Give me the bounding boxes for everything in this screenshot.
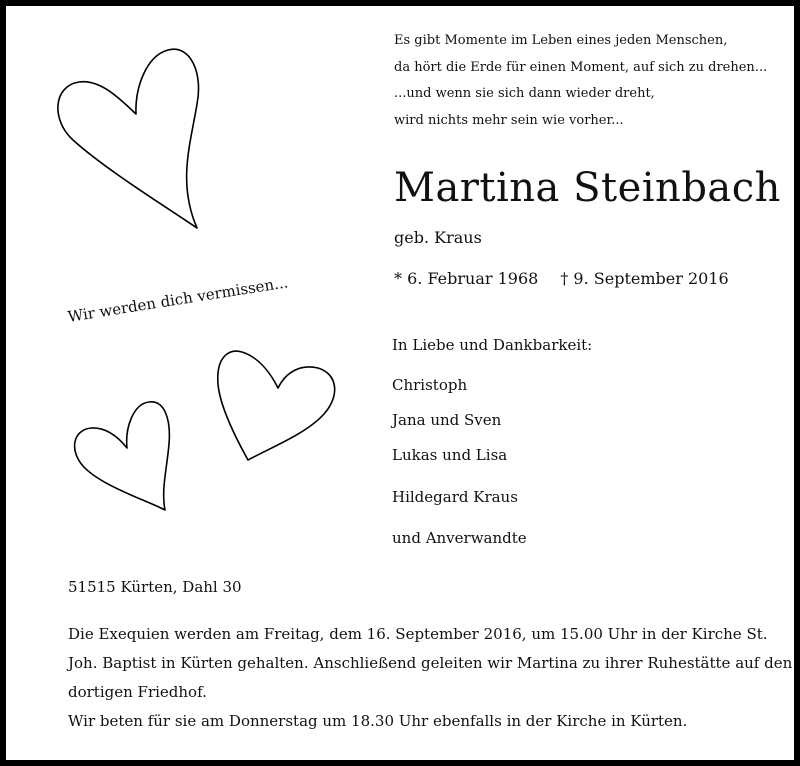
birth-date: * 6. Februar 1968: [394, 269, 539, 288]
notice-line: dortigen Friedhof.: [68, 683, 207, 701]
notice-line: Joh. Baptist in Kürten gehalten. Anschließend geleiten wir Martina zu ihrer Ruhestätte auf den: [68, 654, 793, 672]
poem-line: wird nichts mehr sein wie vorher...: [394, 112, 624, 128]
mourner-name: Jana und Sven: [392, 411, 502, 429]
poem-line: Es gibt Momente im Leben eines jeden Menschen,: [394, 33, 728, 48]
life-dates: [394, 269, 729, 288]
small-heart-icon: [71, 394, 171, 512]
tagline: Wir werden dich vermissen...: [66, 273, 290, 326]
poem-line: da hört die Erde für einen Moment, auf sich zu drehen...: [394, 59, 768, 75]
mourner-name: und Anverwandte: [392, 529, 527, 547]
address: 51515 Kürten, Dahl 30: [68, 578, 242, 596]
large-heart-icon: [51, 42, 201, 232]
mourner-name: Christoph: [392, 376, 468, 394]
mourners-heading: In Liebe und Dankbarkeit:: [392, 336, 593, 354]
poem-line: ...und wenn sie sich dann wieder dreht,: [394, 86, 655, 101]
funeral-notice: [68, 620, 793, 736]
tilted-heart-icon: [216, 344, 338, 462]
mourner-name: Lukas und Lisa: [392, 446, 508, 464]
poem: [394, 28, 767, 134]
notice-line: Wir beten für sie am Donnerstag um 18.30 Uhr ebenfalls in der Kirche in Kürten.: [68, 712, 688, 730]
mourner-name: Hildegard Kraus: [392, 488, 518, 506]
death-date: † 9. September 2016: [560, 269, 729, 288]
deceased-name: Martina Steinbach: [394, 165, 781, 211]
maiden-name: geb. Kraus: [394, 228, 482, 247]
notice-line: Die Exequien werden am Freitag, dem 16. September 2016, um 15.00 Uhr in der Kirche St.: [68, 625, 768, 643]
